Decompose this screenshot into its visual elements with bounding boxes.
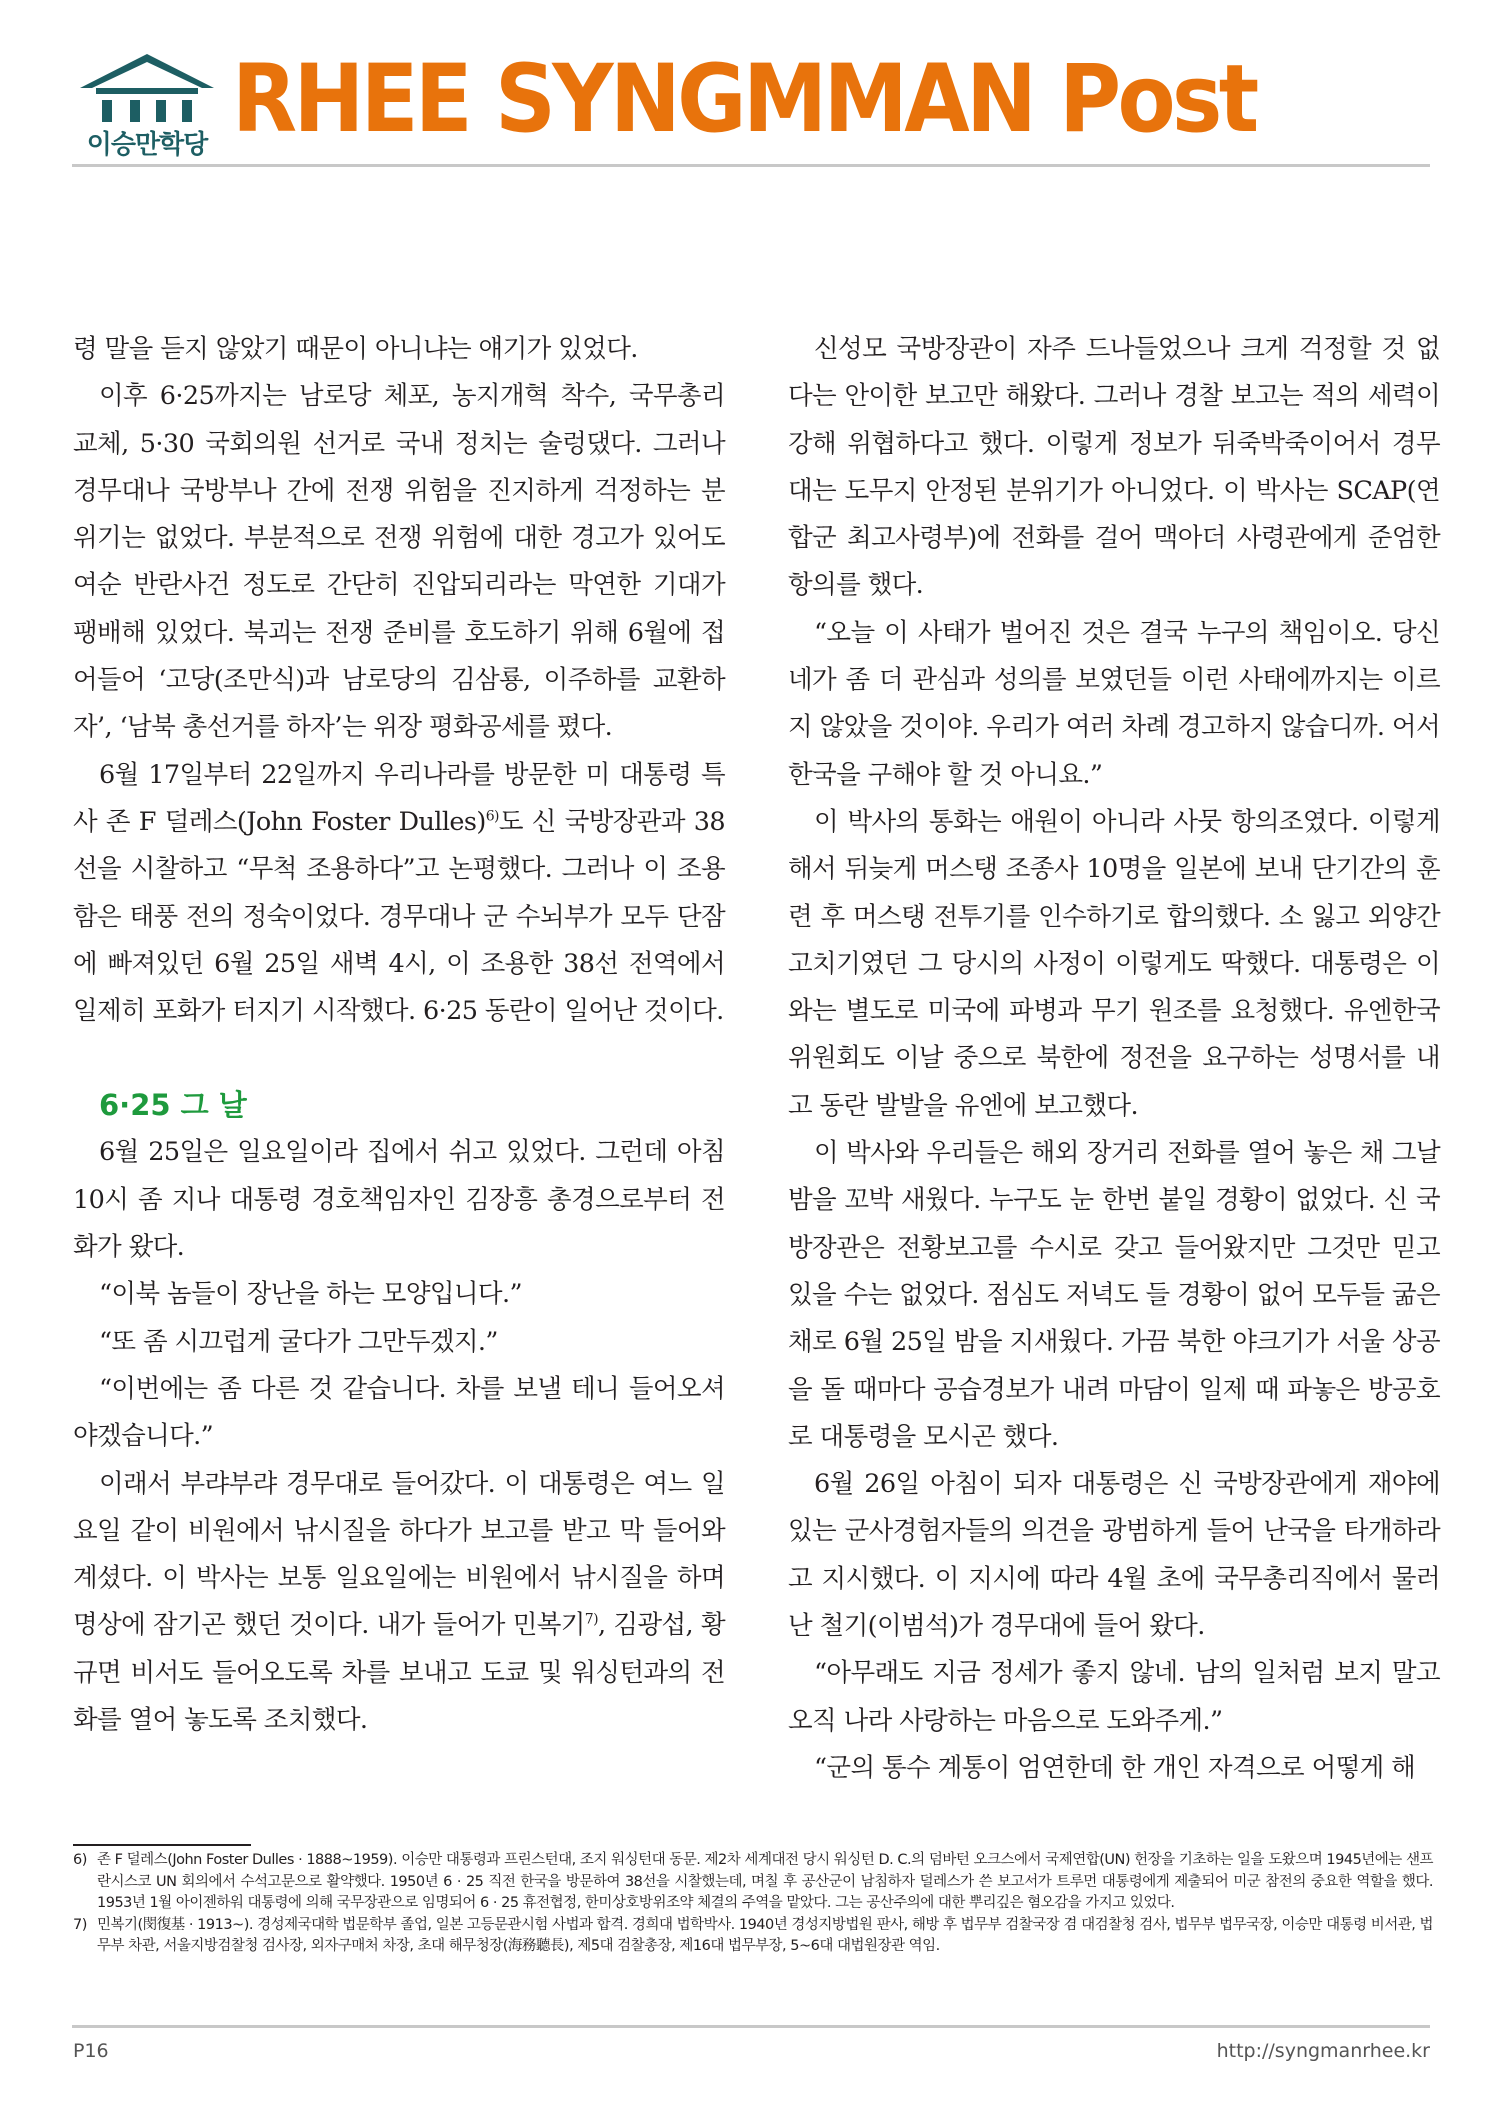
website-link[interactable]: http://syngmanrhee.kr <box>1216 2040 1430 2062</box>
paragraph: 이 박사의 통화는 애원이 아니라 사뭇 항의조였다. 이렇게 해서 뒤늦게 머스탱 조종사 10명을 일본에 보내 단기간의 훈련 후 머스탱 전투기를 인수하기로 합의했다. 소 잃고 외양간 고치기였던 그 당시의 사정이 이렇게도 딱했다. 대통령은 이와는 별도로 미국에 파병과 무기 원조를 요청했다. 유엔한국위원회도 이날 중으로 북한에 정전을 요구하는 성명서를 내고 동란 발발을 유엔에 보고했다. <box>788 806 1440 1121</box>
text-run: 도 신 국방장관과 38선을 시찰하고 “무척 조용하다”고 논평했다. 그러나 이 조용함은 태풍 전의 정숙이었다. 경무대나 군 수뇌부가 모두 단잠에 빠져있던 6월 25일 새벽 4시, 이 조용한 38선 전역에서 일제히 포화가 터지기 시작했다. 6·25 동란이 일어난 것이다. <box>73 806 725 1027</box>
masthead <box>72 44 1432 166</box>
paragraph: 이 박사와 우리들은 해외 장거리 전화를 열어 놓은 채 그날 밤을 꼬박 새웠다. 누구도 눈 한번 붙일 경황이 없었다. 신 국방장관은 전황보고를 수시로 갖고 들어왔지만 그것만 믿고 있을 수는 없었다. 점심도 저녁도 들 경황이 없어 모두들 굶은 채로 6월 25일 밤을 지새웠다. 가끔 북한 야크기가 서울 상공을 돌 때마다 공습경보가 내려 마담이 일제 때 파놓은 방공호로 대통령을 모시곤 했다. <box>788 1138 1440 1452</box>
header-divider <box>72 164 1430 167</box>
paragraph: 6월 25일은 일요일이라 집에서 쉬고 있었다. 그런데 아침 10시 좀 지나 대통령 경호책임자인 김장흥 총경으로부터 전화가 왔다. <box>73 1137 725 1263</box>
text-run: 이래서 부랴부랴 경무대로 들어갔다. 이 대통령은 여느 일요일 같이 비원에서 낚시질을 하다가 보고를 받고 막 들어와 계셨다. 이 박사는 보통 일요일에는 비원에서 낚시질을 하며 명상에 잠기곤 했던 것이다. 내가 들어가 민복기 <box>73 1468 725 1641</box>
paragraph: 이후 6·25까지는 남로당 체포, 농지개혁 착수, 국무총리 교체, 5·30 국회의원 선거로 국내 정치는 술렁댔다. 그러나 경무대나 국방부나 간에 전쟁 위험을 진지하게 걱정하는 분위기는 없었다. 부분적으로 전쟁 위험에 대한 경고가 있어도 여순 반란사건 정도로 간단히 진압되리라는 막연한 기대가 팽배해 있었다. 북괴는 전쟁 준비를 호도하기 위해 6월에 접어들어 ‘고당(조만식)과 남로당의 김삼룡, 이주하를 교환하자’, ‘남북 총선거를 하자’는 위장 평화공세를 폈다. <box>73 381 725 743</box>
logo-text: 이승만학당 <box>86 130 208 160</box>
footnote-ref-6: 6) <box>485 808 499 825</box>
footnote-ref-7: 7) <box>584 1611 598 1628</box>
quote-paragraph: “오늘 이 사태가 벌어진 것은 결국 누구의 책임이오. 당신네가 좀 더 관심과 성의를 보였던들 이런 사태에까지는 이르지 않았을 것이야. 우리가 여러 차례 경고하지 않습디까. 어서 한국을 구해야 할 것 아니요.” <box>788 617 1440 790</box>
quote-paragraph: “이북 놈들이 장난을 하는 모양입니다.” <box>99 1279 522 1310</box>
text-run: 6월 17일부터 22일까지 우리나라를 방문한 미 대통령 특사 존 F 덜레스(John Foster Dulles) <box>73 759 725 837</box>
paragraph: 신성모 국방장관이 자주 드나들었으나 크게 걱정할 것 없다는 안이한 보고만 해왔다. 그러나 경찰 보고는 적의 세력이 강해 위협하다고 했다. 이렇게 정보가 뒤죽박죽이어서 경무대는 도무지 안정된 분위기가 아니었다. 이 박사는 SCAP(연합군 최고사령부)에 전화를 걸어 맥아더 사령관에게 준엄한 항의를 했다. <box>788 334 1440 601</box>
paragraph: 6월 26일 아침이 되자 대통령은 신 국방장관에게 재야에 있는 군사경험자들의 의견을 광범하게 들어 난국을 타개하라고 지시했다. 이 지시에 따라 4월 초에 국무총리직에서 물러난 철기(이범석)가 경무대에 들어 왔다. <box>788 1469 1440 1642</box>
quote-paragraph: “군의 통수 계통이 엄연한데 한 개인 자격으로 어떻게 해 <box>814 1752 1416 1783</box>
footnote-number: 6) <box>73 1852 87 1868</box>
publication-title: RHEE SYNGMMAN Post <box>232 45 1256 154</box>
footer-divider <box>72 2025 1430 2028</box>
quote-paragraph: “아무래도 지금 정세가 좋지 않네. 남의 일처럼 보지 말고 오직 나라 사랑하는 마음으로 도와주게.” <box>788 1658 1440 1736</box>
footnote-number: 7) <box>73 1916 87 1933</box>
right-column <box>788 326 1440 1792</box>
paragraph <box>73 752 725 1036</box>
footnote-6 <box>73 1850 1433 1915</box>
page-number: P16 <box>73 2040 109 2062</box>
paragraph <box>73 1461 725 1745</box>
text-run: , 김광섭, 황규면 비서도 들어오도록 차를 보내고 도쿄 및 워싱턴과의 전화를 열어 놓도록 조치했다. <box>73 1610 725 1736</box>
footnote-divider <box>73 1844 251 1846</box>
paragraph: 령 말을 듣지 않았기 때문이 아니냐는 얘기가 있었다. <box>73 334 638 364</box>
quote-paragraph: “또 좀 시끄럽게 굴다가 그만두겠지.” <box>99 1326 498 1357</box>
section-heading: 6·25 그 날 <box>99 1088 247 1123</box>
left-column <box>73 326 725 1744</box>
footnote-7 <box>73 1915 1433 1958</box>
quote-paragraph: “이번에는 좀 다른 것 같습니다. 차를 보낼 테니 들어오셔야겠습니다.” <box>73 1373 725 1452</box>
footnote-text: 존 F 덜레스(John Foster Dulles · 1888~1959). 이승만 대통령과 프린스턴대, 조지 워싱턴대 동문. 제2차 세계대전 당시 워싱턴 D. C.의 덤바턴 오크스에서 국제연합(UN) 헌장을 기초하는 일을 도왔으며 1945년에는 샌프란시스코 UN 회의에서 수석고문으로 활약했다. 1950년 6 · 25 직전 한국을 방문하여 38선을 시찰했는데, 며칠 후 공산군이 남침하자 덜레스가 쓴 보고서가 트루먼 대통령에게 제출되어 미군 참전의 중요한 역할을 했다. 1953년 1월 아이젠하워 대통령에 의해 국무장관으로 임명되어 6 · 25 휴전협정, 한미상호방위조약 체결의 주역을 맡았다. 그는 공산주의에 대한 뿌리깊은 혐오감을 가지고 있었다. <box>97 1852 1433 1911</box>
footnote-text: 민복기(閔復基 · 1913~). 경성제국대학 법문학부 졸업, 일본 고등문관시험 사법과 합격. 경희대 법학박사. 1940년 경성지방법원 판사, 해방 후 법무부 검찰국장 겸 대검찰청 검사, 법무부 법무국장, 이승만 대통령 비서관, 법무부 차관, 서울지방검찰청 검사장, 외자구매처 차장, 초대 해무청장(海務聽長), 제5대 검찰총장, 제16대 법무부장, 5~6대 대법원장관 역임. <box>97 1916 1433 1954</box>
footnotes <box>73 1850 1433 1958</box>
